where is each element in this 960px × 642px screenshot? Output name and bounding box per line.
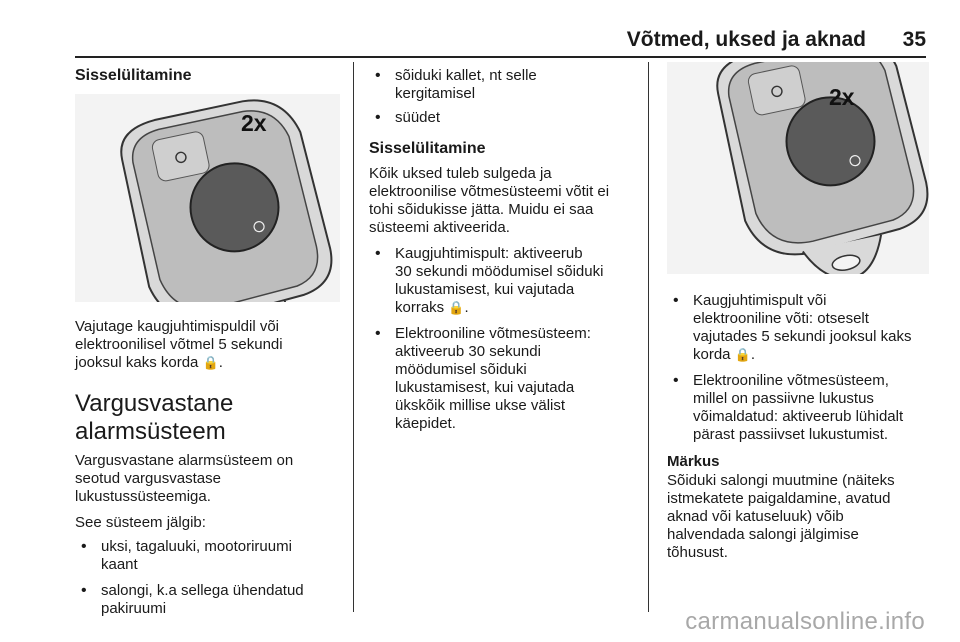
list-item: • Elektrooniline võtmesüsteem: aktiveerub 30 sekundi möödumisel sõiduki lukustamisest, kui vajutada ükskõik millise ukse välist käepidet. (369, 325, 639, 433)
key-fob-illustration (667, 62, 929, 274)
list-item: • uksi, tagaluuki, mootoriruumi kaant (75, 538, 340, 574)
list-item: • Kaugjuhtimispult: aktiveerub 30 sekundi möödumisel sõiduki lukustamisest, kui vajutada korraks 🔒. (369, 245, 639, 317)
lock-icon: 🔒 (448, 300, 465, 315)
header-title: Võtmed, uksed ja aknad (626, 28, 866, 51)
note-text: Sõiduki salongi muutmine (näiteks istmekatete paigaldamine, avatud aknad või katuseluuk) võib halvendada salongi jälgimise tõhusust. (667, 472, 895, 561)
alarm-intro: Vargusvastane alarmsüsteem on seotud vargusvastase lukustussüsteemiga. (75, 452, 294, 505)
list-item: • salongi, k.a sellega ühendatud pakiruumi (75, 582, 340, 618)
left-heading: Sisselülitamine (75, 67, 192, 84)
middle-column (369, 62, 639, 433)
page-number: 35 (902, 28, 926, 51)
lock-icon: 🔒 (202, 355, 219, 370)
key-fob-illustration (75, 94, 340, 302)
list-item: • sõiduki kallet, nt selle kergitamisel (369, 67, 639, 103)
header-rule (75, 56, 926, 58)
section-title: Vargusvastane alarmsüsteem (75, 390, 234, 445)
left-paragraph: Vajutage kaugjuhtimispuldil või elektroonilisel võtmel 5 sekundi jooksul kaks korda 🔒. (75, 318, 283, 371)
column-divider-1 (353, 62, 354, 612)
note-title: Märkus (667, 453, 720, 470)
middle-heading: Sisselülitamine (369, 140, 486, 157)
middle-paragraph: Kõik uksed tuleb sulgeda ja elektroonilise võtmesüsteemi võtit ei tohi sõidukisse jätta. Muidu ei saa süsteemi aktiveerida. (369, 165, 610, 236)
list-item: • süüdet (369, 109, 639, 127)
column-divider-2 (648, 62, 649, 612)
lock-icon: 🔒 (734, 347, 751, 362)
key-fob-figure-left (75, 94, 340, 302)
list-item: • Kaugjuhtimispult või elektrooniline võti: otseselt vajutades 5 sekundi jooksul kaks korda 🔒. (667, 292, 929, 364)
left-column (75, 62, 340, 618)
watermark: carmanualsonline.info (685, 608, 925, 635)
figure-label-2x: 2x (829, 84, 855, 110)
page-header (75, 28, 926, 58)
monitors-label: See süsteem jälgib: (75, 514, 206, 531)
key-fob-figure-right (667, 62, 929, 274)
right-column (667, 62, 929, 562)
list-item: • Elektrooniline võtmesüsteem, millel on passiivne lukustus võimaldatud: aktiveerub lühidalt pärast passiivset lukustumist. (667, 372, 929, 444)
figure-label-2x: 2x (241, 110, 267, 136)
